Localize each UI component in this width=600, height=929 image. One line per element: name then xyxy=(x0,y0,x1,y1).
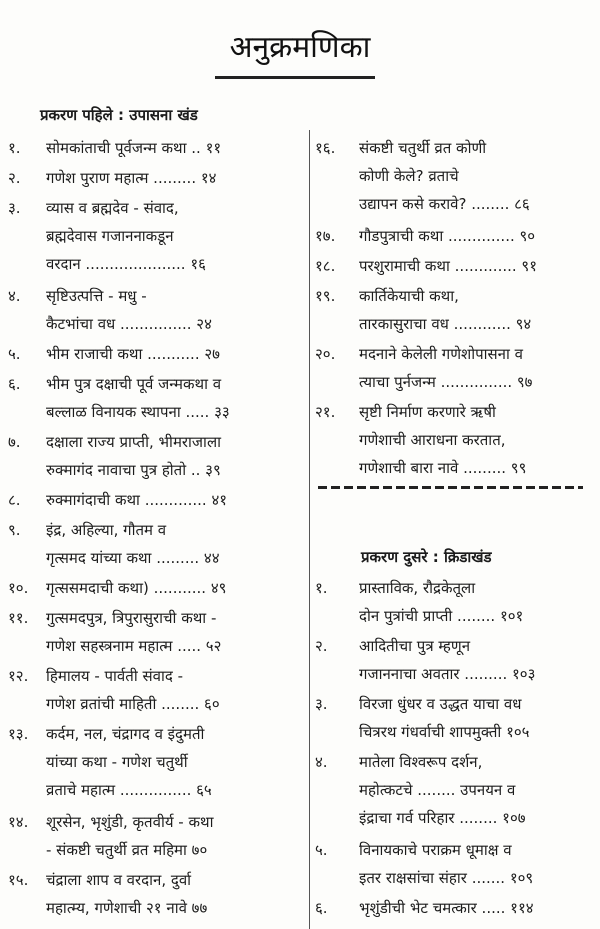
entry-number: २१. xyxy=(315,403,336,421)
section-separator-dashes xyxy=(318,486,583,489)
entry-number: १२. xyxy=(8,667,29,685)
entry-text: गणेश पुराण महात्म ......... १४ xyxy=(46,169,217,187)
entry-text: गणेशाची बारा नावे ......... ९९ xyxy=(359,459,527,477)
entry-text: - संकष्टी चतुर्थी व्रत महिमा ७० xyxy=(46,841,208,859)
entry-number: ५. xyxy=(8,345,21,363)
entry-number: १८. xyxy=(315,257,336,275)
entry-text: परशुरामाची कथा ............. ९१ xyxy=(359,257,538,275)
column-divider xyxy=(309,130,310,929)
entry-number: २०. xyxy=(315,345,336,363)
entry-text: इतर राक्षसांचा संहार ....... १०९ xyxy=(359,869,534,887)
entry-text: व्यास व ब्रह्मदेव - संवाद, xyxy=(46,199,179,217)
entry-number: १६. xyxy=(315,139,336,157)
entry-number: १०. xyxy=(8,579,29,597)
entry-number: १. xyxy=(8,139,21,157)
entry-text: गृत्ससमदाची कथा) ........... ४९ xyxy=(46,579,227,597)
entry-number: ४. xyxy=(8,287,21,305)
entry-number: ४. xyxy=(315,753,328,771)
entry-text: आदितीचा पुत्र म्हणून xyxy=(359,637,471,655)
entry-text: गौडपुत्राची कथा .............. ९० xyxy=(359,227,536,245)
entry-number: १९. xyxy=(315,287,336,305)
entry-text: विरजा धुंधर व उद्धत याचा वध xyxy=(359,695,522,713)
entry-text: दक्षाला राज्य प्राप्ती, भीमराजाला xyxy=(46,433,221,451)
entry-text: इंद्राचा गर्व परिहार ........ १०७ xyxy=(359,809,526,827)
entry-text: कैटभांचा वध ............... २४ xyxy=(46,315,212,333)
entry-number: १. xyxy=(315,579,328,597)
entry-number: १५. xyxy=(8,871,29,889)
entry-text: तारकासुराचा वध ............ ९४ xyxy=(359,315,532,333)
entry-text: बल्लाळ विनायक स्थापना ..... ३३ xyxy=(46,403,230,421)
entry-text: गणेश व्रतांची माहिती ........ ६० xyxy=(46,695,220,713)
entry-text: सृष्टिउत्पत्ति - मधु - xyxy=(46,287,147,305)
entry-text: रुक्मागंद नावाचा पुत्र होतो .. ३९ xyxy=(46,461,221,479)
entry-text: रुक्मागंदाची कथा ............. ४१ xyxy=(46,491,228,509)
entry-number: ८. xyxy=(8,491,21,509)
entry-text: दोन पुत्रांची प्राप्ती ........ १०१ xyxy=(359,607,524,625)
entry-number: १७. xyxy=(315,227,336,245)
entry-text: इंद्र, अहिल्या, गौतम व xyxy=(46,521,167,539)
entry-text: यांच्या कथा - गणेश चतुर्थी xyxy=(46,753,188,771)
entry-text: उद्यापन कसे करावे? ........ ८६ xyxy=(359,195,530,213)
entry-text: मातेला विश्वरूप दर्शन, xyxy=(359,753,483,771)
entry-text: गणेश सहस्त्रनाम महात्म ..... ५२ xyxy=(46,637,222,655)
entry-text: चंद्राला शाप व वरदान, दुर्वा xyxy=(46,871,192,889)
entry-number: ५. xyxy=(315,841,328,859)
entry-number: २. xyxy=(8,169,21,187)
entry-number: २. xyxy=(315,637,328,655)
entry-number: ३. xyxy=(315,695,328,713)
entry-text: गजाननाचा अवतार ......... १०३ xyxy=(359,665,536,683)
entry-text: हिमालय - पार्वती संवाद - xyxy=(46,667,183,685)
entry-text: गणेशाची आराधना करतात, xyxy=(359,431,506,449)
entry-text: व्रताचे महात्म ............... ६५ xyxy=(46,781,212,799)
entry-text: विनायकाचे पराक्रम धूमाक्ष व xyxy=(359,841,512,859)
entry-text: त्याचा पुर्नजन्म ............... ९७ xyxy=(359,373,533,391)
entry-text: कोणी केले? व्रताचे xyxy=(359,167,459,185)
title-underline xyxy=(215,76,375,79)
entry-text: भीम पुत्र दक्षाची पूर्व जन्मकथा व xyxy=(46,375,222,393)
entry-number: ११. xyxy=(8,609,29,627)
entry-number: ३. xyxy=(8,199,21,217)
entry-number: ९. xyxy=(8,521,21,539)
entry-number: ६. xyxy=(8,375,21,393)
entry-text: कार्तिकेयाची कथा, xyxy=(359,287,459,305)
entry-text: भीम राजाची कथा ........... २७ xyxy=(46,345,220,363)
entry-text: वरदान ..................... १६ xyxy=(46,255,206,273)
section-heading-1: प्रकरण पहिले : उपासना खंड xyxy=(40,106,198,124)
entry-text: प्रास्ताविक, रौद्रकेतूला xyxy=(359,579,476,597)
entry-text: महोत्कटचे ........ उपनयन व xyxy=(359,781,516,799)
entry-text: मदनाने केलेली गणेशोपासना व xyxy=(359,345,523,363)
entry-number: १४. xyxy=(8,813,29,831)
entry-text: शूरसेन, भृशुंडी, कृतवीर्य - कथा xyxy=(46,813,214,831)
entry-text: गुत्समदपुत्र, त्रिपुरासुराची कथा - xyxy=(46,609,217,627)
entry-text: कर्दम, नल, चंद्रागद व इंदुमती xyxy=(46,725,205,743)
entry-text: सृष्टी निर्माण करणारे ऋषी xyxy=(359,403,496,421)
entry-text: चित्ररथ गंधर्वाची शापमुक्ती १०५ xyxy=(359,723,530,741)
entry-text: सोमकांताची पूर्वजन्म कथा .. ११ xyxy=(46,139,222,157)
entry-text: ब्रह्मदेवास गजाननाकडून xyxy=(46,227,174,245)
page-title: अनुक्रमणिका xyxy=(229,30,371,65)
entry-number: ७. xyxy=(8,433,21,451)
entry-number: ६. xyxy=(315,899,328,917)
entry-text: गृत्समद यांच्या कथा ......... ४४ xyxy=(46,549,220,567)
entry-text: संकष्टी चतुर्थी व्रत कोणी xyxy=(359,139,487,157)
entry-number: १३. xyxy=(8,725,29,743)
entry-text: भृशुंडीची भेट चमत्कार ..... ११४ xyxy=(359,899,534,917)
section-heading-2: प्रकरण दुसरे : क्रिडाखंड xyxy=(361,548,492,566)
entry-text: महात्म्य, गणेशाची २१ नावे ७७ xyxy=(46,899,208,917)
